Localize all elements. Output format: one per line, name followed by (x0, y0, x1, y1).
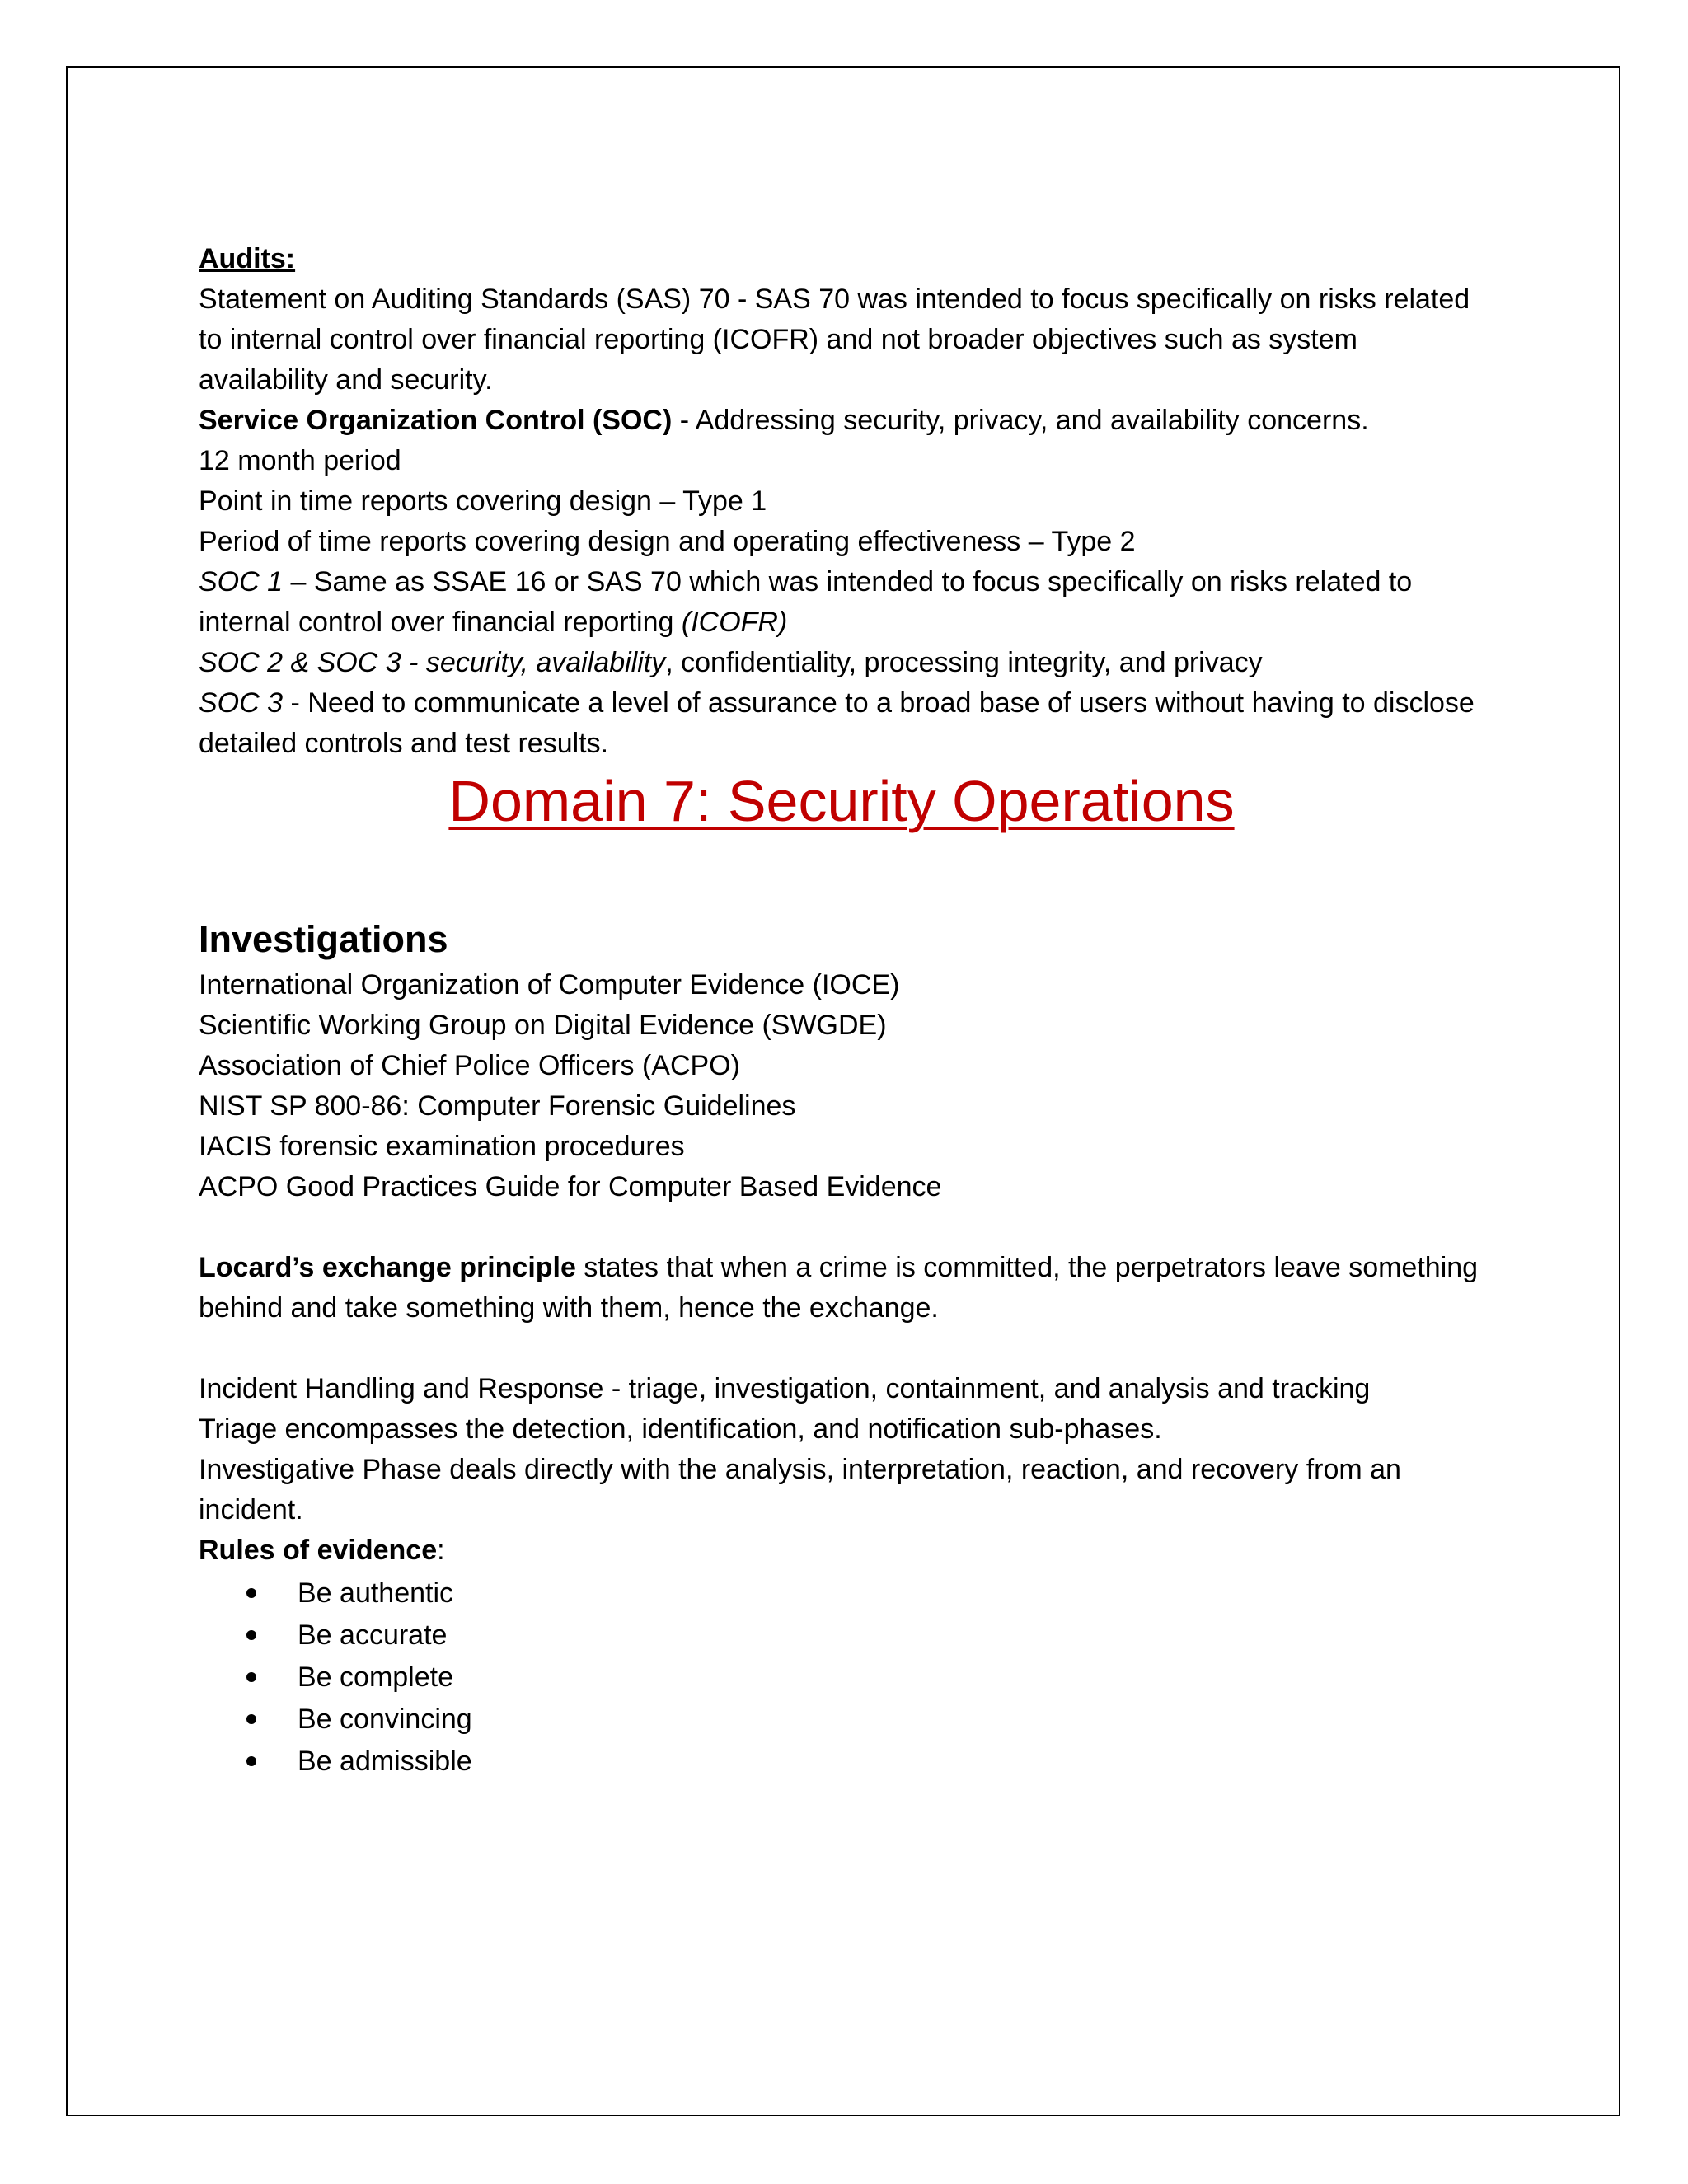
rule-text: Be complete (298, 1661, 453, 1693)
locard-paragraph (199, 1248, 1484, 1329)
rule-text: Be convincing (298, 1704, 472, 1735)
investigation-item: IACIS forensic examination procedures (199, 1131, 685, 1162)
bullet-icon (246, 1714, 256, 1724)
list-item (199, 1572, 1484, 1615)
rule-text: Be accurate (298, 1619, 448, 1651)
type2-line: Period of time reports covering design and operating effectiveness – Type 2 (199, 526, 1136, 557)
type1-line: Point in time reports covering design – Type 1 (199, 485, 767, 517)
soc3-paragraph (199, 683, 1484, 764)
soc1-icofr: (ICOFR) (681, 607, 788, 638)
bullet-icon (246, 1630, 256, 1640)
bullet-icon (246, 1588, 256, 1598)
sas70-paragraph: Statement on Auditing Standards (SAS) 70 - SAS 70 was intended to focus specifically on risks related to internal control over financial reporting (ICOFR) and not broader objectives such as system availability and security. (199, 284, 1470, 396)
list-item (199, 1699, 1484, 1741)
soc-paragraph (199, 401, 1484, 441)
rules-label: Rules of evidence (199, 1535, 438, 1566)
soc3-label: SOC 3 (199, 687, 284, 719)
locard-text: states that when a crime is committed, the perpetrators leave something behind and take something with them, hence the exchange. (199, 1252, 1479, 1324)
soc1-paragraph (199, 562, 1484, 643)
period-line: 12 month period (199, 445, 401, 476)
rule-text: Be authentic (298, 1577, 454, 1609)
rules-colon: : (437, 1535, 445, 1566)
list-item (199, 1657, 1484, 1699)
audits-heading: Audits: (199, 243, 296, 274)
rules-heading (199, 1530, 1484, 1571)
investigation-item: International Organization of Computer Evidence (IOCE) (199, 969, 900, 1001)
investigation-item: ACPO Good Practices Guide for Computer Based Evidence (199, 1171, 942, 1202)
rules-list (199, 1572, 1484, 1783)
investigation-item: NIST SP 800-86: Computer Forensic Guidelines (199, 1090, 796, 1122)
domain-title: Domain 7: Security Operations (448, 769, 1235, 833)
rule-text: Be admissible (298, 1746, 472, 1777)
soc23-paragraph (199, 643, 1484, 683)
investigative-paragraph: Investigative Phase deals directly with the analysis, interpretation, reaction, and recovery from an incident. (199, 1454, 1401, 1526)
soc1-label: SOC 1 (199, 566, 284, 598)
document-body (199, 239, 1484, 1783)
list-item (199, 1615, 1484, 1657)
soc-text: - Addressing security, privacy, and availability concerns. (672, 405, 1369, 436)
incident-line: Incident Handling and Response - triage, investigation, containment, and analysis and tracking (199, 1373, 1371, 1404)
locard-label: Locard’s exchange principle (199, 1252, 576, 1283)
soc23-label: SOC 2 & SOC 3 - security, availability (199, 647, 666, 678)
bullet-icon (246, 1756, 256, 1766)
investigations-heading: Investigations (199, 918, 448, 960)
soc3-text: - Need to communicate a level of assurance to a broad base of users without having to disclose detailed controls and test results. (199, 687, 1475, 759)
investigation-item: Association of Chief Police Officers (ACPO) (199, 1050, 740, 1081)
bullet-icon (246, 1672, 256, 1682)
investigation-item: Scientific Working Group on Digital Evidence (SWGDE) (199, 1010, 887, 1041)
triage-line: Triage encompasses the detection, identification, and notification sub-phases. (199, 1413, 1162, 1445)
soc23-text: , confidentiality, processing integrity, and privacy (665, 647, 1263, 678)
list-item (199, 1741, 1484, 1783)
soc-label: Service Organization Control (SOC) (199, 405, 673, 436)
spacer (199, 1207, 1484, 1248)
soc1-text: – Same as SSAE 16 or SAS 70 which was intended to focus specifically on risks related to internal control over financial reporting (199, 566, 1413, 638)
spacer (199, 1329, 1484, 1369)
